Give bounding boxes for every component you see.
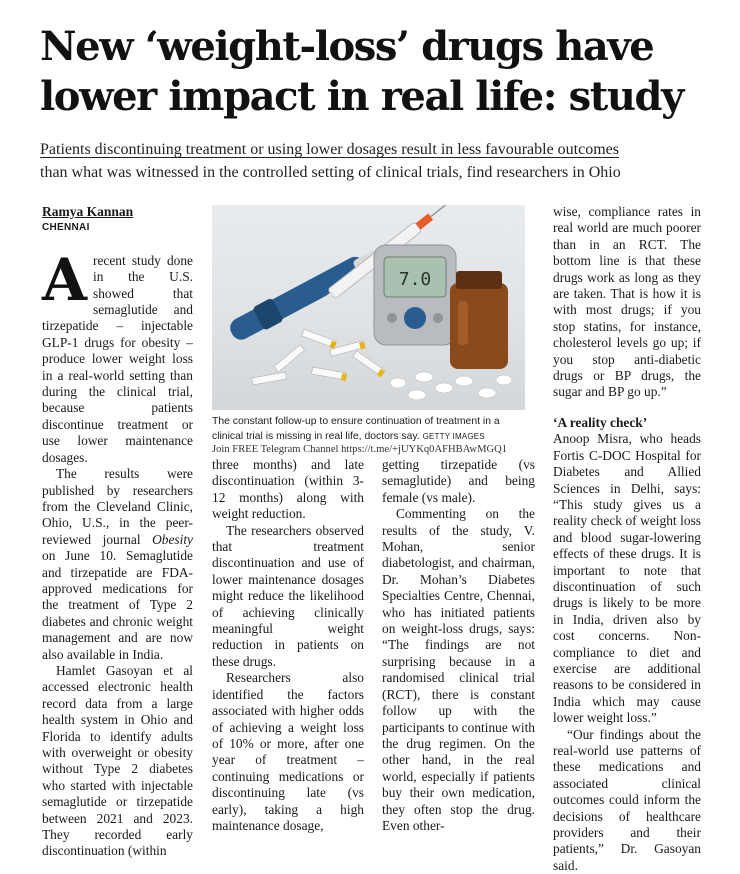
- paragraph-1: Arecent study done in the U.S. showed that semaglutide and tirzepatide – injectable GLP-1 drugs for obesity – produce lower weight loss in a real-world setting than during the clinical trial, because patients discontinue treatment or use lower maintenance dosages.: [42, 245, 193, 465]
- paragraph-3: Hamlet Gasoyan et al accessed electronic health record data from a large health system in Ohio and Florida to identify adults with overweight or obesity without Type 2 diabetes who started with injectable semaglutide or tirzepatide between 2021 and 2023. They recorded early discontinuation (within: [42, 662, 193, 859]
- photo-caption: The constant follow-up to ensure continuation of treatment in a clinical trial is missing in real life, doctors say. GETTY IMAGES: [212, 416, 500, 442]
- paragraph-5: Researchers also identified the factors associated with higher odds of achieving a weight loss of 10% or more, after one year of treatment – continuing medications or discontinuing late (vs early), taking a high maintenance dosage,: [212, 670, 364, 833]
- glucometer-display: 7.0: [398, 269, 432, 290]
- dateline: CHENNAI: [42, 222, 90, 234]
- subhead-reality-check: ‘A reality check’: [553, 414, 648, 430]
- paragraph-8: “Our findings about the real-world use patterns of these medications and associated clinical outcomes could inform the decisions of healthcare providers and their patients,” Dr. Gasoyan said.: [553, 726, 701, 873]
- column-1: [42, 204, 193, 860]
- paragraph-4: The researchers observed that treatment discontinuation and use of lower maintenance dosages might reduce the likelihood of achieving clinically meaningful weight reduction in patients on these drugs.: [212, 522, 364, 669]
- photo-credit: GETTY IMAGES: [422, 432, 485, 441]
- paragraph-6-continued: wise, compliance rates in real world are much poorer than in an RCT. The bottom line is that these drugs work as long as they are taken. That is how it is with most drugs; if you stop statins, for instance, cholesterol levels go up; if you stop anti-diabetic drugs or BP drugs, the sugar and BP go up.”: [553, 204, 701, 400]
- paragraph-5-continued: getting tirzepatide (vs semaglutide) and being female (vs male).: [382, 457, 535, 505]
- column-3: [382, 457, 535, 834]
- deck-line-1: Patients discontinuing treatment or using lower dosages result in less favourable outcomes: [40, 141, 619, 158]
- paragraph-3-continued: three months) and late discontinuation (within 3-12 months) along with weight reduction.: [212, 457, 364, 522]
- article-photo: [212, 205, 525, 410]
- byline: Ramya Kannan: [42, 204, 134, 219]
- drop-cap: A: [42, 245, 88, 314]
- column-2: [212, 457, 364, 834]
- deck-subheadline: [40, 138, 700, 184]
- paragraph-7: Anoop Misra, who heads Fortis C-DOC Hospital for Diabetes and Allied Sciences in Delhi, says: “This study gives us a reality check of weight loss and blood sugar-lowering effects of these drugs. It is important to note that discontinuation of such drugs is likely to be more in India, driven also by cost concerns. Non-compliance to diet and exercise are additional reasons to be considered in India which may cause lower weight loss.”: [553, 431, 701, 726]
- paragraph-2: The results were published by researchers from the Cleveland Clinic, Ohio, U.S., in the peer-reviewed journal Obesity on June 10. Semaglutide and tirzepatide are FDA-approved medications for the treatment of Type 2 diabetes and chronic weight management and are now also available in India.: [42, 466, 193, 662]
- deck-line-2: than what was witnessed in the controlled setting of clinical trials, find researchers in Ohio: [40, 164, 621, 181]
- telegram-watermark: Join FREE Telegram Channel https://t.me/+jUYKq0AFHBAwMGQ1: [212, 444, 508, 455]
- diabetes-supplies-illustration: [212, 205, 525, 410]
- headline: New ‘weight-loss’ drugs have lower impact in real life: study: [40, 23, 683, 120]
- paragraph-6: Commenting on the results of the study, V. Mohan, senior diabetologist, and chairman, Dr. Mohan’s Diabetes Specialties Centre, Chennai, who has initiated patients on weight-loss drugs, says: “The findings are not surprising because in a randomised clinical trial (RCT), there is constant follow up with the participants to continue with the drug regimen. On the other hand, in the real world, especially if patients buy their own medication, they often stop the drug. Even other-: [382, 506, 535, 833]
- column-4: [553, 204, 701, 874]
